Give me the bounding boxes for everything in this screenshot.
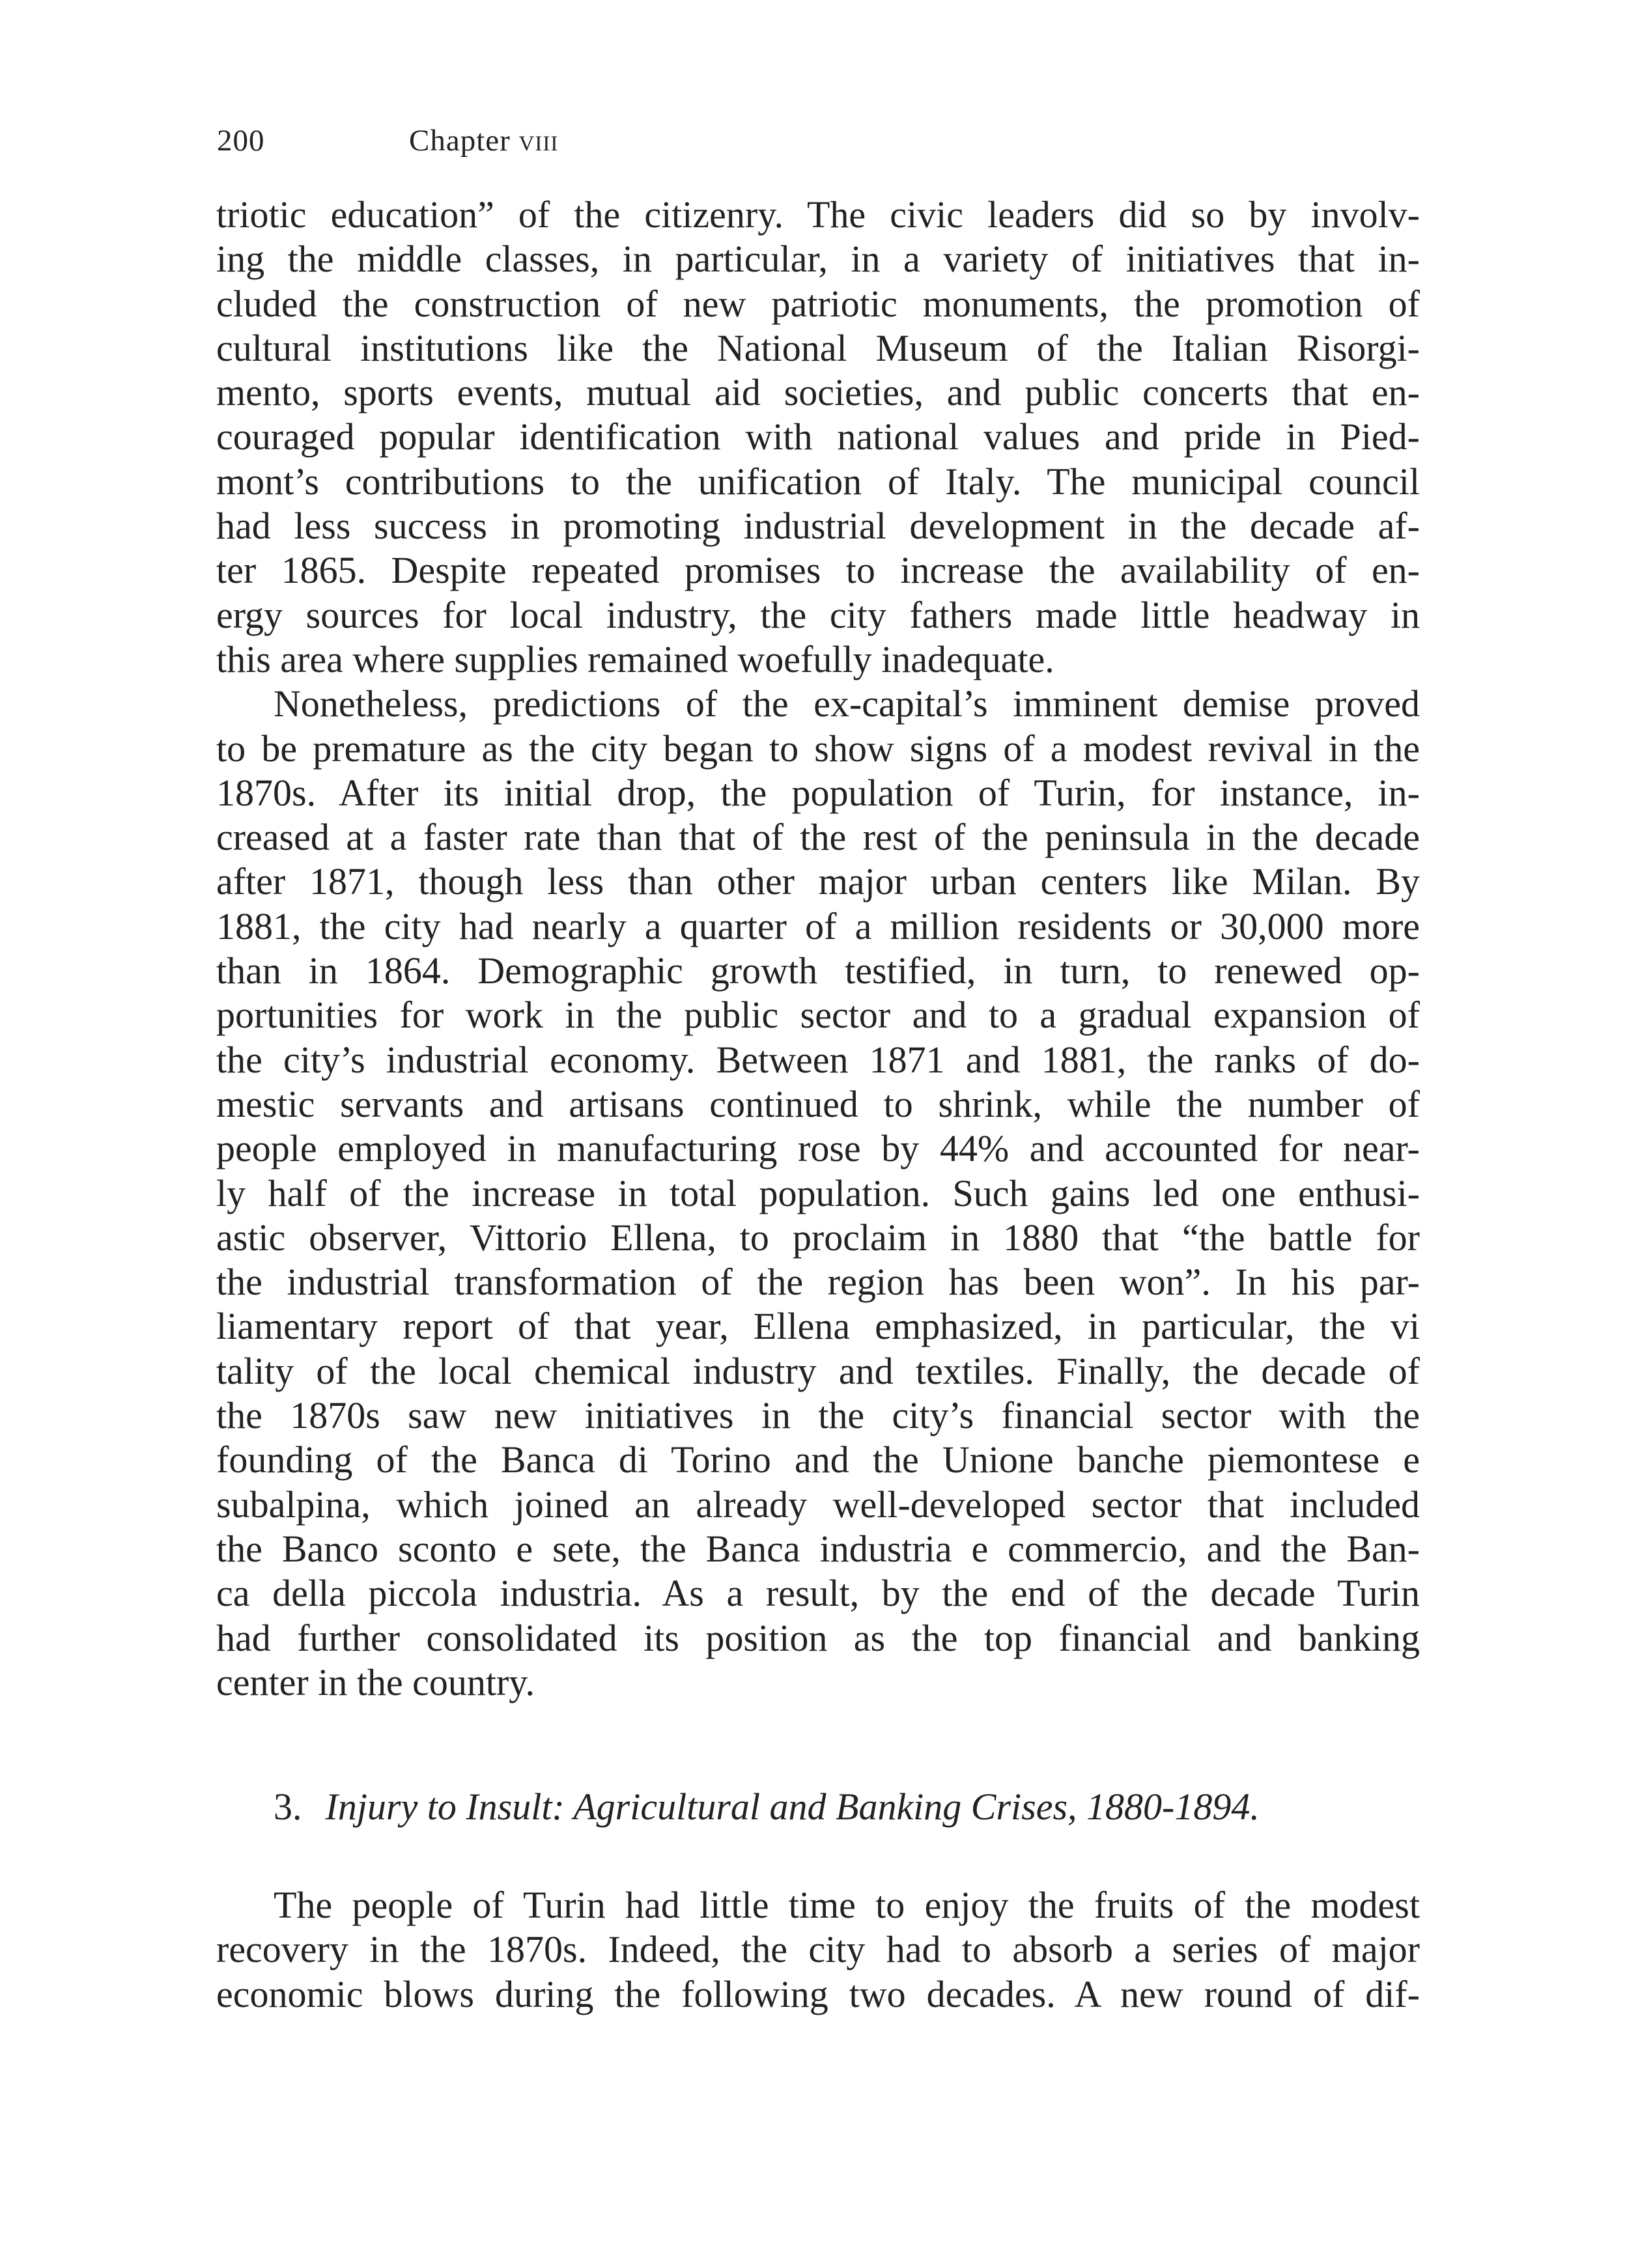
text-line: to be premature as the city began to show signs of a modest revival in the (216, 727, 1420, 770)
text-line: 1881, the city had nearly a quarter of a million residents or 30,000 more (216, 904, 1420, 947)
text-line: liamentary report of that year, Ellena emphasized, in particular, the vi (216, 1305, 1420, 1348)
text-line: ergy sources for local industry, the city fathers made little headway in (216, 593, 1420, 636)
text-line: cluded the construction of new patriotic monuments, the promotion of (216, 282, 1420, 325)
paragraph-2 (216, 682, 1420, 1705)
text-line: this area where supplies remained woefully inadequate. (216, 637, 1054, 680)
body-text (216, 193, 1420, 1705)
text-line: had further consolidated its position as the top financial and banking (216, 1616, 1420, 1659)
text-line: subalpina, which joined an already well-developed sector that included (216, 1483, 1420, 1526)
text-line: couraged popular identification with national values and pride in Pied- (216, 415, 1420, 458)
text-line: founding of the Banca di Torino and the Unione banche piemontese e (216, 1438, 1420, 1481)
text-line: economic blows during the following two decades. A new round of dif- (216, 1972, 1420, 2015)
chapter-label: Chapter (409, 124, 511, 158)
paragraph-1 (216, 193, 1420, 682)
text-line: astic observer, Vittorio Ellena, to proclaim in 1880 that “the battle for (216, 1216, 1420, 1259)
text-line: ly half of the increase in total population. Such gains led one enthusi- (216, 1171, 1420, 1214)
text-line: ter 1865. Despite repeated promises to increase the availability of en- (216, 549, 1420, 592)
text-line: mento, sports events, mutual aid societies, and public concerts that en- (216, 371, 1420, 414)
text-line: ing the middle classes, in particular, in a variety of initiatives that in- (216, 238, 1420, 281)
section-title: Injury to Insult: Agricultural and Banking Crises, 1880-1894. (325, 1785, 1260, 1828)
page-number: 200 (217, 124, 265, 158)
text-line: Nonetheless, predictions of the ex-capital’s imminent demise proved (274, 682, 1420, 725)
text-line: ca della piccola industria. As a result, by the end of the decade Turin (216, 1572, 1420, 1615)
chapter-number: viii (518, 124, 559, 158)
body-text-continued (216, 1883, 1420, 2017)
text-line: 1870s. After its initial drop, the population of Turin, for instance, in- (216, 771, 1420, 814)
text-line: recovery in the 1870s. Indeed, the city had to absorb a series of major (216, 1928, 1420, 1971)
text-line: center in the country. (216, 1660, 535, 1703)
text-line: than in 1864. Demographic growth testified, in turn, to renewed op- (216, 949, 1420, 992)
text-line: people employed in manufacturing rose by 44% and accounted for near- (216, 1127, 1420, 1170)
text-line: after 1871, though less than other major urban centers like Milan. By (216, 860, 1420, 903)
text-line: mestic servants and artisans continued to shrink, while the number of (216, 1082, 1420, 1125)
running-head (217, 121, 558, 160)
text-line: cultural institutions like the National Museum of the Italian Risorgi- (216, 326, 1420, 369)
text-line: portunities for work in the public sector and to a gradual expansion of (216, 994, 1420, 1037)
text-line: creased at a faster rate than that of the rest of the peninsula in the decade (216, 816, 1420, 859)
section-number: 3. (274, 1785, 302, 1828)
text-line: the 1870s saw new initiatives in the city’s financial sector with the (216, 1394, 1420, 1437)
text-line: tality of the local chemical industry and textiles. Finally, the decade of (216, 1349, 1420, 1392)
section-heading (274, 1784, 1260, 1830)
paragraph-3 (216, 1883, 1420, 2017)
text-line: triotic education” of the citizenry. The civic leaders did so by involv- (216, 193, 1420, 236)
text-line: mont’s contributions to the unification of Italy. The municipal council (216, 460, 1420, 503)
text-line: The people of Turin had little time to enjoy the fruits of the modest (274, 1884, 1420, 1926)
text-line: the industrial transformation of the region has been won”. In his par- (216, 1261, 1420, 1304)
text-line: the Banco sconto e sete, the Banca industria e commercio, and the Ban- (216, 1527, 1420, 1570)
text-line: had less success in promoting industrial development in the decade af- (216, 505, 1420, 548)
text-line: the city’s industrial economy. Between 1871 and 1881, the ranks of do- (216, 1038, 1420, 1081)
